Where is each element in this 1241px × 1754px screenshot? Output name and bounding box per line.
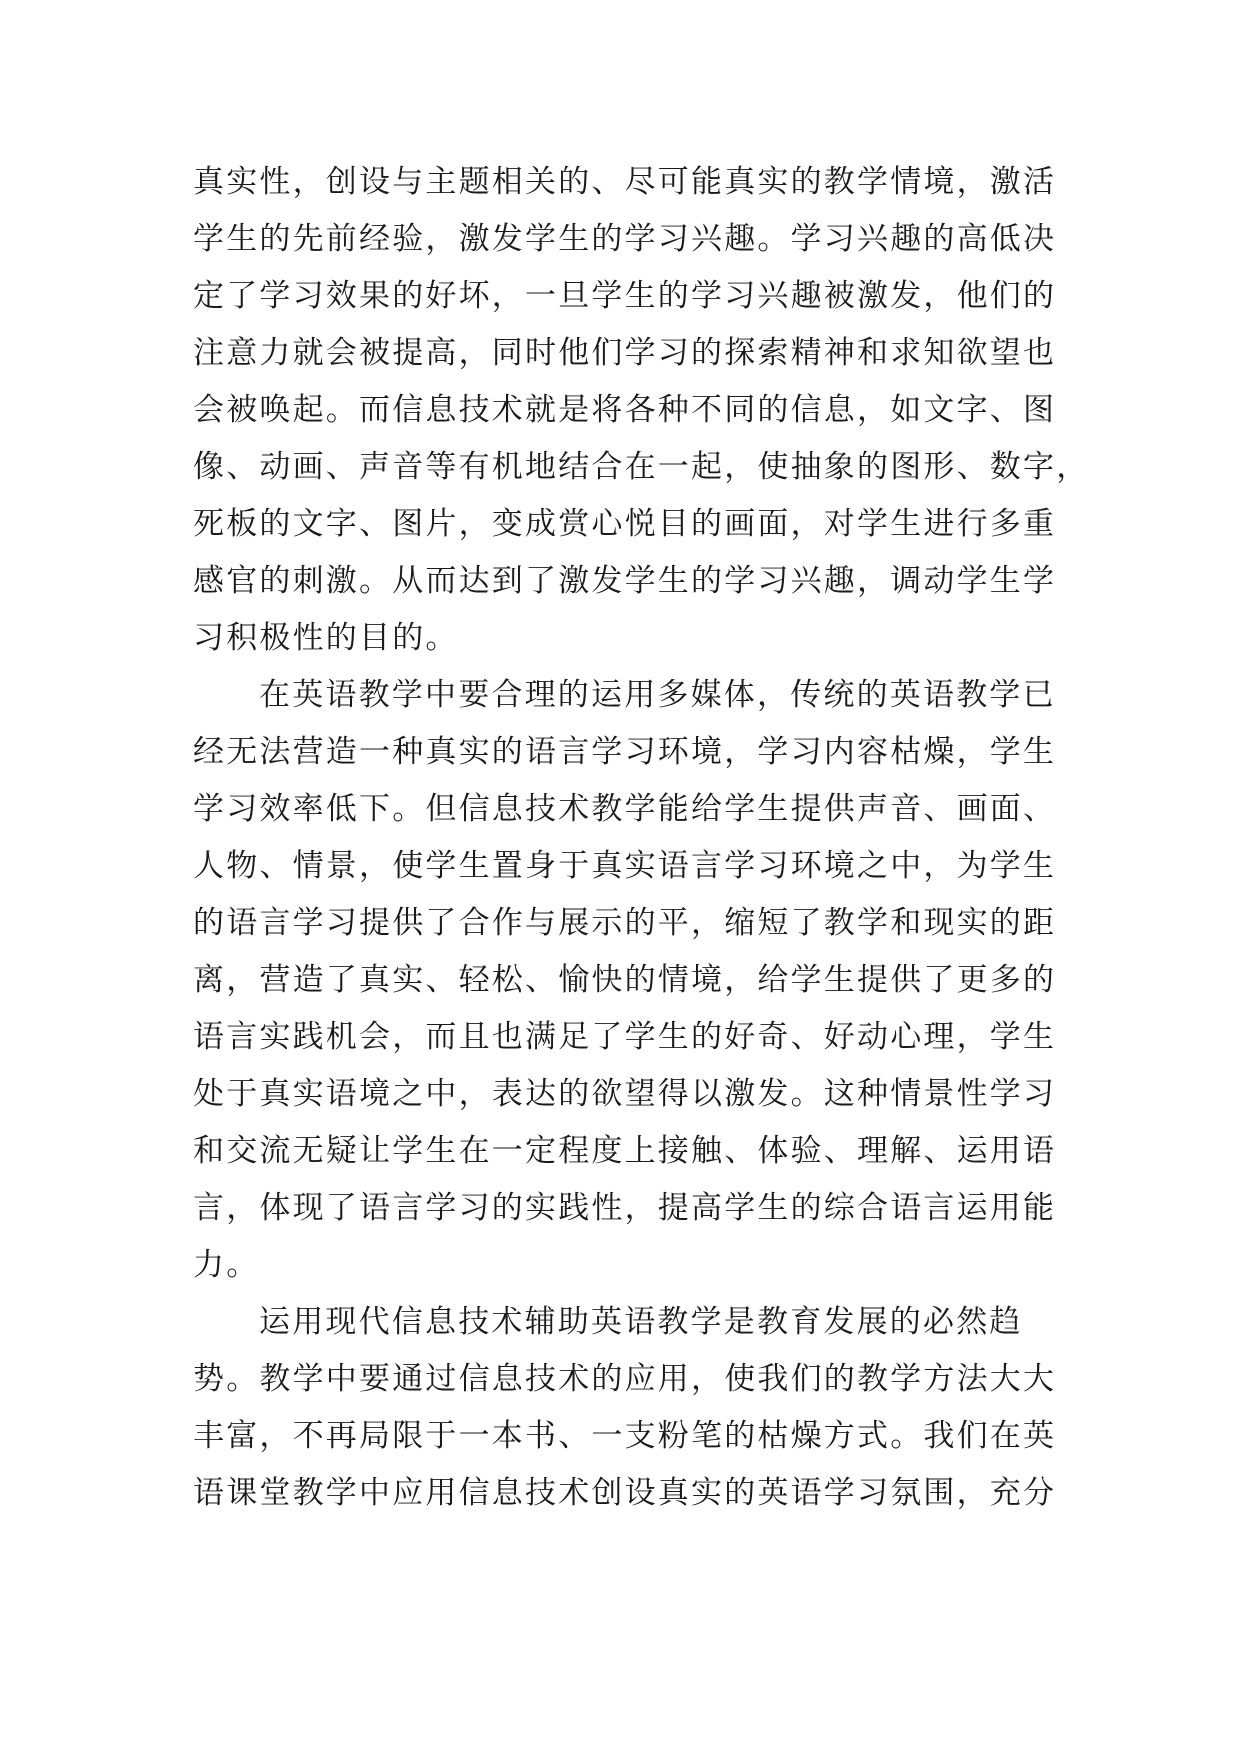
text-line: 和交流无疑让学生在一定程度上接触、体验、理解、运用语 [193,1133,1057,1169]
text-line: 语课堂教学中应用信息技术创设真实的英语学习氛围，充分 [193,1475,1057,1511]
text-line: 处于真实语境之中，表达的欲望得以激发。这种情景性学习 [193,1076,1057,1112]
text-line: 语言实践机会，而且也满足了学生的好奇、好动心理，学生 [193,1019,1057,1055]
text-line: 定了学习效果的好坏，一旦学生的学习兴趣被激发，他们的 [193,278,1057,314]
text-line: 的语言学习提供了合作与展示的平，缩短了教学和现实的距 [193,905,1057,941]
text-line: 力。 [193,1247,260,1283]
text-line: 离，营造了真实、轻松、愉快的情境，给学生提供了更多的 [193,962,1057,998]
text-line: 真实性，创设与主题相关的、尽可能真实的教学情境，激活 [193,164,1057,200]
text-line: 在英语教学中要合理的运用多媒体，传统的英语教学已 [259,677,1056,713]
text-line: 人物、情景，使学生置身于真实语言学习环境之中，为学生 [193,848,1057,884]
text-line: 死板的文字、图片，变成赏心悦目的画面，对学生进行多重 [193,506,1057,542]
text-line: 丰富，不再局限于一本书、一支粉笔的枯燥方式。我们在英 [193,1418,1057,1454]
text-line: 言，体现了语言学习的实践性，提高学生的综合语言运用能 [193,1190,1057,1226]
text-line: 运用现代信息技术辅助英语教学是教育发展的必然趋 [259,1304,1023,1340]
text-line: 像、动画、声音等有机地结合在一起，使抽象的图形、数字， [193,449,1090,485]
text-line: 习积极性的目的。 [193,620,459,656]
text-line: 学习效率低下。但信息技术教学能给学生提供声音、画面、 [193,791,1057,827]
text-line: 学生的先前经验，激发学生的学习兴趣。学习兴趣的高低决 [193,221,1057,257]
text-line: 经无法营造一种真实的语言学习环境，学习内容枯燥，学生 [193,734,1057,770]
text-line: 注意力就会被提高，同时他们学习的探索精神和求知欲望也 [193,335,1057,371]
text-line: 会被唤起。而信息技术就是将各种不同的信息，如文字、图 [193,392,1057,428]
text-line: 感官的刺激。从而达到了激发学生的学习兴趣，调动学生学 [193,563,1057,599]
text-line: 势。教学中要通过信息技术的应用，使我们的教学方法大大 [193,1361,1057,1397]
body-text [193,154,1090,1522]
